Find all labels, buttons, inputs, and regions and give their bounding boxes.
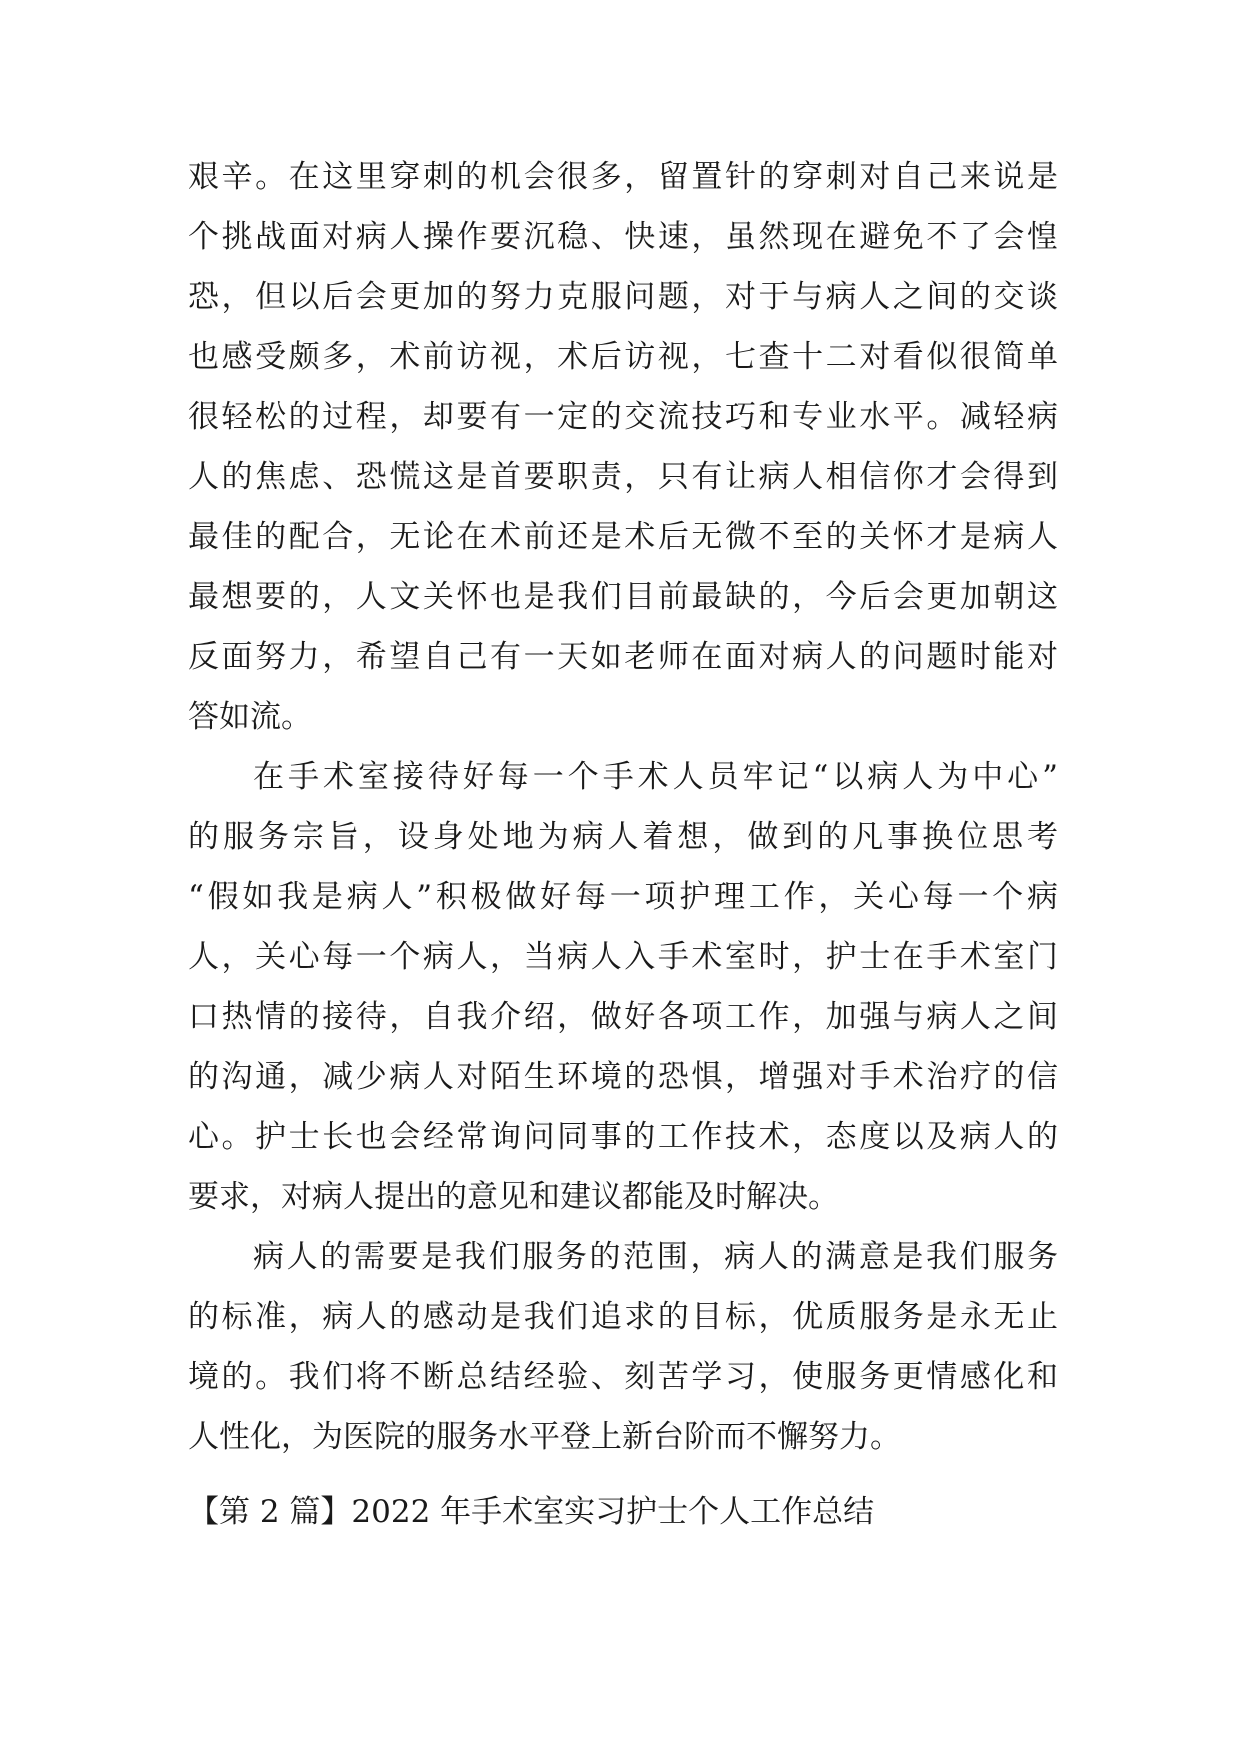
paragraph-line: 人的焦虑、恐慌这是首要职责，只有让病人相信你才会得到 (188, 459, 1058, 495)
paragraph-line: 人，关心每一个病人，当病人入手术室时，护士在手术室门 (188, 939, 1058, 975)
next-article-heading: 【第 2 篇】2022 年手术室实习护士个人工作总结 (188, 1494, 875, 1530)
paragraph-line: 恐，但以后会更加的努力克服问题，对于与病人之间的交谈 (188, 279, 1058, 315)
paragraph-line: 也感受颇多，术前访视，术后访视，七查十二对看似很简单 (188, 339, 1058, 375)
paragraph-line: 个挑战面对病人操作要沉稳、快速，虽然现在避免不了会惶 (188, 219, 1058, 255)
paragraph-line: 心。护士长也会经常询问同事的工作技术，态度以及病人的 (188, 1119, 1058, 1155)
paragraph-line: 的沟通，减少病人对陌生环境的恐惧，增强对手术治疗的信 (188, 1059, 1058, 1095)
paragraph-line: “假如我是病人”积极做好每一项护理工作，关心每一个病 (188, 879, 1058, 915)
paragraph-line: 的服务宗旨，设身处地为病人着想，做到的凡事换位思考 (188, 819, 1058, 855)
paragraph-line: 很轻松的过程，却要有一定的交流技巧和专业水平。减轻病 (188, 399, 1058, 435)
paragraph-line: 口热情的接待，自我介绍，做好各项工作，加强与病人之间 (188, 999, 1058, 1035)
paragraph-line: 人性化，为医院的服务水平登上新台阶而不懈努力。 (188, 1419, 901, 1455)
paragraph-line: 最想要的，人文关怀也是我们目前最缺的，今后会更加朝这 (188, 579, 1058, 615)
paragraph-line: 境的。我们将不断总结经验、刻苦学习，使服务更情感化和 (188, 1359, 1058, 1395)
paragraph-line: 答如流。 (188, 699, 312, 735)
paragraph-line: 在手术室接待好每一个手术人员牢记“以病人为中心” (253, 759, 1058, 795)
paragraph-line: 的标准，病人的感动是我们追求的目标，优质服务是永无止 (188, 1299, 1058, 1335)
paragraph-line: 最佳的配合，无论在术前还是术后无微不至的关怀才是病人 (188, 519, 1058, 555)
paragraph-line: 要求，对病人提出的意见和建议都能及时解决。 (188, 1179, 839, 1215)
paragraph-line: 艰辛。在这里穿刺的机会很多，留置针的穿刺对自己来说是 (188, 159, 1058, 195)
paragraph-line: 反面努力，希望自己有一天如老师在面对病人的问题时能对 (188, 639, 1058, 675)
paragraph-line: 病人的需要是我们服务的范围，病人的满意是我们服务 (253, 1239, 1058, 1275)
